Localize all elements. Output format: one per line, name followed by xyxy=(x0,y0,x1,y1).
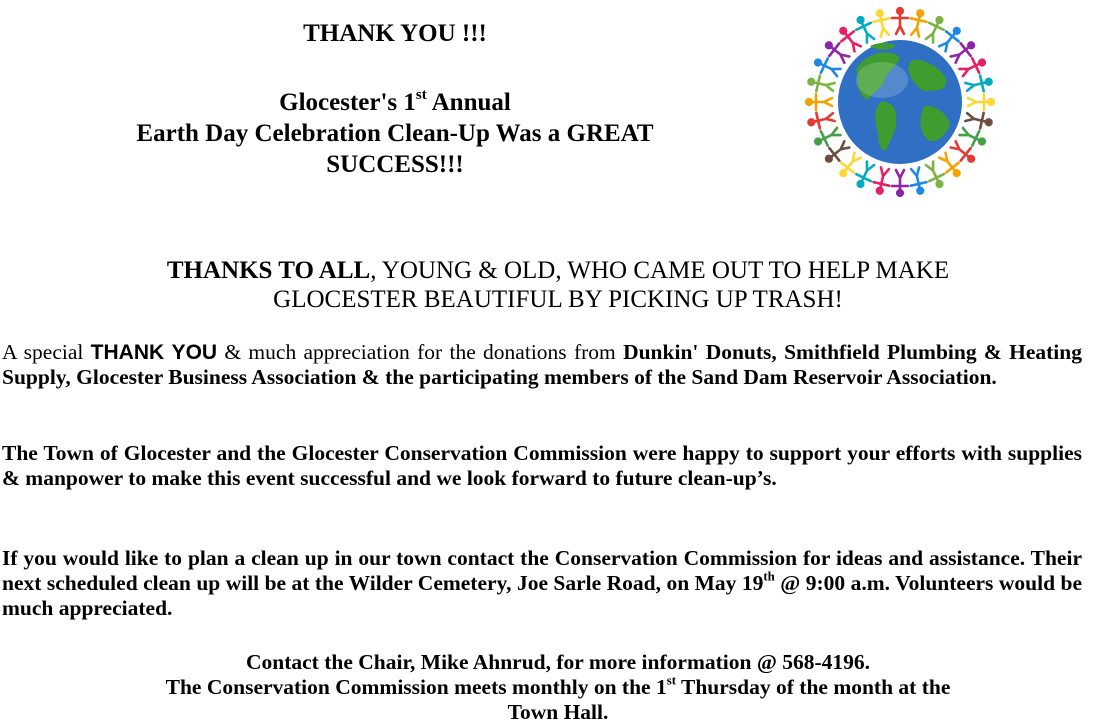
special-thank-you: THANK YOU xyxy=(90,341,218,364)
person-figure xyxy=(965,109,994,131)
title-line-1-suffix: Annual xyxy=(426,89,511,116)
globe-graphic xyxy=(800,2,1000,202)
contact-block xyxy=(10,650,1106,725)
person-figure xyxy=(806,73,835,95)
person-figure xyxy=(852,160,878,191)
next-cleanup-paragraph xyxy=(2,546,1082,621)
person-figure xyxy=(811,124,842,150)
thanks-to-all-rest: , YOUNG & OLD, WHO CAME OUT TO HELP MAKE xyxy=(370,257,950,284)
globe-ocean xyxy=(838,40,962,164)
title-line-1 xyxy=(40,87,750,118)
person-figure xyxy=(958,124,989,150)
thanks-to-all-line-2: GLOCESTER BEAUTIFUL BY PICKING UP TRASH! xyxy=(273,286,843,313)
support-paragraph: The Town of Glocester and the Glocester Conservation Commission were happy to support your efforts with supplies & manpower to make this event successful and we look forward to future clean-up’s. xyxy=(2,441,1082,490)
person-figure xyxy=(892,170,908,197)
person-figure xyxy=(922,160,948,191)
title-line-2: Earth Day Celebration Clean-Up Was a GREAT xyxy=(136,120,654,147)
person-figure xyxy=(958,54,989,80)
person-figure xyxy=(806,109,835,131)
globe-highlight xyxy=(856,62,908,98)
donations-mid: & much appreciation for the donations from xyxy=(217,340,624,364)
title-line-1-prefix: Glocester's 1 xyxy=(279,89,416,116)
thank-you-heading: THANK YOU !!! xyxy=(303,20,487,47)
thanks-to-all-line-1 xyxy=(10,256,1106,285)
donations-paragraph xyxy=(2,340,1082,390)
earth-globe-with-people-ring-icon xyxy=(800,2,1000,202)
person-figure xyxy=(907,8,929,37)
person-figure xyxy=(811,54,842,80)
header-block xyxy=(40,18,750,180)
person-figure xyxy=(805,94,832,110)
person-figure xyxy=(965,73,994,95)
person-figure xyxy=(871,167,893,196)
contact-line-2-pre: The Conservation Commission meets monthly on the 1 xyxy=(165,675,667,699)
next-cleanup-post: @ 9:00 a.m. Volunteers would be much appreciated. xyxy=(2,571,1082,620)
title-line-1-sup: st xyxy=(415,86,427,103)
person-figure xyxy=(892,7,908,34)
donations-pre: A special xyxy=(2,340,91,364)
thanks-to-all-block xyxy=(10,256,1106,314)
person-figure xyxy=(871,8,893,37)
title-line-3: SUCCESS!!! xyxy=(326,151,464,178)
next-cleanup-pre: If you would like to plan a clean up in our town contact the Conservation Commission for ideas and assistance. Their next scheduled clean up will be at the Wilder Cemetery, Joe Sarle Road, on May 19 xyxy=(2,546,1082,595)
person-figure xyxy=(907,167,929,196)
next-cleanup-sup: th xyxy=(763,569,775,584)
person-figure xyxy=(968,94,995,110)
person-figure xyxy=(922,13,948,44)
contact-line-2-sup: st xyxy=(666,673,677,688)
contact-line-2 xyxy=(10,675,1106,700)
contact-line-2-post: Thursday of the month at the xyxy=(676,675,951,699)
person-figure xyxy=(852,13,878,44)
contact-line-1: Contact the Chair, Mike Ahnrud, for more information @ 568-4196. xyxy=(246,650,870,674)
contact-line-3: Town Hall. xyxy=(507,700,609,724)
donors-list: Dunkin' Donuts, Smithfield Plumbing & Heating Supply, Glocester Business Association & the participating members of the Sand Dam Reservoir Association. xyxy=(2,340,1082,389)
thanks-to-all-bold: THANKS TO ALL xyxy=(166,257,371,284)
